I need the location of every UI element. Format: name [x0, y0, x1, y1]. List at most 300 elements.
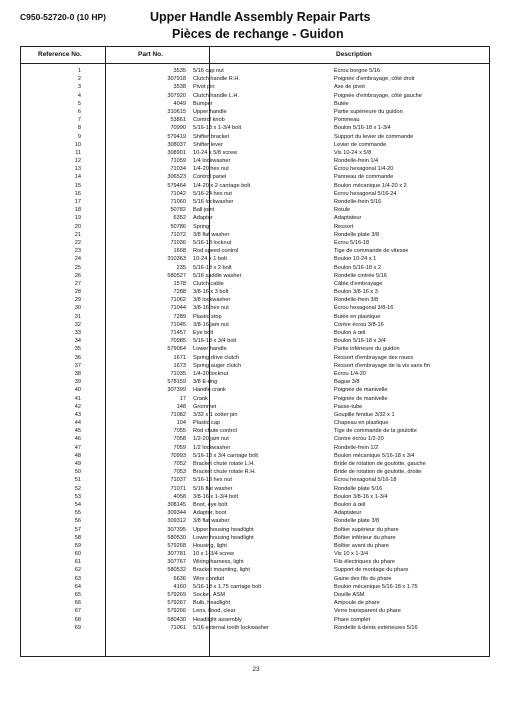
- description-cell: Grommet: [193, 403, 217, 410]
- part-number-cell: 310615: [167, 108, 186, 115]
- table-row: [21, 92, 489, 100]
- table-row: [21, 116, 489, 124]
- table-row: [21, 362, 489, 370]
- part-number-cell: 50782: [170, 207, 186, 214]
- table-row: [21, 386, 489, 394]
- table-row: [21, 419, 489, 427]
- french-description-cell: Rondelle cintrée 5/16: [334, 272, 387, 279]
- table-row: [21, 583, 489, 591]
- french-description-cell: Ressort: [334, 223, 354, 230]
- reference-cell: 63: [74, 575, 81, 582]
- french-description-cell: Boulon 5/16-18 x 3/4: [334, 338, 386, 345]
- parts-table: [20, 46, 490, 657]
- table-row: [21, 370, 489, 378]
- part-number-cell: 50786: [170, 223, 186, 230]
- french-description-cell: Boîtier avant du phare: [334, 542, 390, 549]
- french-description-cell: Adaptateur: [334, 510, 362, 517]
- table-row: [21, 149, 489, 157]
- part-number-cell: 7059: [173, 444, 186, 451]
- table-row: [21, 427, 489, 435]
- reference-cell: 43: [74, 411, 81, 418]
- part-number-cell: 307399: [167, 387, 186, 394]
- table-row: [21, 509, 489, 517]
- french-description-cell: Rondelle-frein 5/16: [334, 199, 382, 205]
- part-number-cell: 1673: [173, 362, 186, 369]
- table-body: [21, 67, 489, 632]
- description-cell: Handle crank: [193, 387, 226, 394]
- description-cell: Plastic stop: [193, 313, 222, 320]
- table-row: [21, 190, 489, 198]
- table-row: [21, 288, 489, 296]
- part-number-cell: 70990: [170, 125, 186, 132]
- french-description-cell: Boulon 3/8-16 x 1-3/4: [334, 493, 388, 500]
- description-cell: Crank: [193, 395, 208, 402]
- table-row: [21, 378, 489, 386]
- reference-cell: 64: [74, 583, 81, 590]
- part-number-cell: 7058: [173, 436, 186, 443]
- french-description-cell: Bride de rotation de goulotte, gauche: [334, 461, 426, 467]
- part-number-cell: 307918: [167, 76, 186, 83]
- reference-cell: 41: [74, 395, 81, 402]
- description-cell: 3/8-16 x 1-3/4 bolt: [193, 493, 239, 500]
- page-title-english: Upper Handle Assembly Repair Parts: [150, 10, 371, 24]
- table-row: [21, 575, 489, 583]
- reference-cell: 20: [74, 223, 81, 230]
- reference-cell: 37: [74, 362, 81, 369]
- description-cell: Eye bolt: [193, 330, 214, 336]
- table-row: [21, 485, 489, 493]
- table-row: [21, 280, 489, 288]
- model-number: C950-52720-0 (10 HP): [20, 12, 106, 22]
- french-description-cell: Boulon 3/8-16 x 3: [334, 289, 378, 296]
- table-row: [21, 198, 489, 206]
- french-description-cell: Boulon 5/16-18 x 2: [334, 264, 381, 271]
- description-cell: 5/16-18 x 1.75 carriage bolt: [193, 583, 262, 590]
- description-cell: 5/16-18 hex nut: [193, 477, 232, 484]
- french-description-cell: Support de montage du phare: [334, 567, 409, 574]
- reference-cell: 26: [74, 272, 81, 279]
- reference-cell: 8: [77, 125, 81, 132]
- french-description-cell: Phare complet: [334, 616, 371, 623]
- table-row: [21, 452, 489, 460]
- table-row: [21, 444, 489, 452]
- reference-cell: 40: [74, 387, 81, 394]
- part-number-cell: 71045: [170, 321, 186, 328]
- description-cell: Bulb, headlight: [193, 600, 231, 607]
- reference-cell: 34: [74, 338, 81, 345]
- description-cell: Bracket mounting, light: [193, 567, 250, 574]
- table-row: [21, 296, 489, 304]
- part-number-cell: 307920: [167, 92, 186, 99]
- french-description-cell: Boulon mécanique 5/16-18 x 1.75: [334, 583, 418, 590]
- french-description-cell: Boulon 10-24 x 1: [334, 256, 377, 263]
- french-description-cell: Boulon à œil: [334, 330, 366, 336]
- part-number-cell: 3535: [173, 68, 186, 74]
- reference-cell: 48: [74, 452, 81, 459]
- description-cell: 5/16 saddle washer: [193, 272, 242, 279]
- french-description-cell: Ressort d'embrayage des roues: [334, 354, 414, 361]
- description-cell: Spring auger clutch: [193, 362, 242, 369]
- reference-cell: 69: [74, 624, 81, 631]
- description-cell: Upper handle: [193, 108, 227, 115]
- description-cell: 3/8 flat washer: [193, 231, 230, 238]
- reference-cell: 15: [74, 182, 81, 189]
- french-description-cell: Écrou hexagonal 1/4-20: [334, 166, 394, 173]
- reference-cell: 68: [74, 616, 81, 623]
- description-cell: 5/16-18 x 2 bolt: [193, 264, 232, 271]
- part-number-cell: 71037: [170, 477, 186, 484]
- reference-cell: 12: [74, 158, 81, 165]
- part-number-cell: 580530: [167, 534, 186, 541]
- table-row: [21, 517, 489, 525]
- reference-cell: 27: [74, 280, 81, 287]
- french-description-cell: Bague 3/8: [334, 379, 360, 386]
- part-number-cell: 7289: [173, 313, 186, 320]
- reference-cell: 33: [74, 330, 81, 336]
- table-row: [21, 624, 489, 632]
- reference-cell: 65: [74, 592, 81, 598]
- part-number-cell: 1668: [173, 248, 186, 255]
- part-number-cell: 579269: [167, 592, 186, 598]
- reference-cell: 16: [74, 190, 81, 197]
- table-row: [21, 83, 489, 91]
- reference-cell: 23: [74, 248, 81, 255]
- table-row: [21, 223, 489, 231]
- reference-cell: 66: [74, 600, 81, 607]
- description-cell: Clutch cable: [193, 280, 224, 287]
- table-row: [21, 460, 489, 468]
- description-cell: Ball joint: [193, 207, 215, 214]
- part-number-cell: 71036: [170, 239, 186, 246]
- french-description-cell: Rondelle-frein 1/4: [334, 158, 379, 165]
- part-number-cell: 310363: [167, 256, 186, 263]
- part-number-cell: 579266: [167, 608, 186, 615]
- description-cell: Shifter lever: [193, 141, 223, 148]
- french-description-cell: Rondelle plate 3/8: [334, 518, 380, 525]
- french-description-cell: Écrou hexagonal 3/8-16: [334, 305, 394, 312]
- reference-cell: 35: [74, 346, 81, 353]
- reference-cell: 54: [74, 501, 81, 508]
- page-title-french: Pièces de rechange - Guidon: [172, 27, 344, 41]
- table-row: [21, 607, 489, 615]
- part-number-cell: 71060: [170, 199, 186, 205]
- part-number-cell: 71035: [170, 370, 186, 377]
- header-description: Description: [336, 51, 372, 58]
- reference-cell: 62: [74, 567, 81, 574]
- french-description-cell: Fils électriques du phare: [334, 559, 395, 566]
- french-description-cell: Boulon mécanique 1/4-20 x 2: [334, 182, 407, 189]
- description-cell: 1/4-20 hex nut: [193, 166, 229, 173]
- reference-cell: 56: [74, 518, 81, 525]
- french-description-cell: Ressort d'embrayage de la vis sans fin: [334, 362, 430, 369]
- description-cell: 3/8-16 x 3 bolt: [193, 289, 229, 296]
- reference-cell: 22: [74, 239, 81, 246]
- description-cell: Control knob: [193, 117, 225, 124]
- french-description-cell: Écrou hexagonal 5/16-24: [334, 190, 397, 197]
- reference-cell: 21: [74, 231, 81, 238]
- reference-cell: 42: [74, 403, 81, 410]
- part-number-cell: 7053: [173, 469, 186, 476]
- french-description-cell: Ampoule de phare: [334, 600, 380, 607]
- description-cell: 5/16 flat washer: [193, 485, 233, 492]
- table-row: [21, 304, 489, 312]
- part-number-cell: 1671: [173, 354, 186, 361]
- description-cell: Rod chute control: [193, 428, 237, 435]
- part-number-cell: 308145: [167, 501, 186, 508]
- reference-cell: 3: [77, 84, 81, 91]
- description-cell: Housing, light: [193, 542, 227, 549]
- french-description-cell: Partie inférieure du guidon: [334, 346, 400, 353]
- french-description-cell: Bride de rotation de goulotte, droite: [334, 469, 422, 476]
- part-number-cell: 71061: [170, 624, 186, 631]
- table-row: [21, 354, 489, 362]
- description-cell: Bracket chute rotate L.H.: [193, 461, 255, 467]
- french-description-cell: Goupille fendue 3/32 x 1: [334, 411, 395, 418]
- french-description-cell: Boulon mécanique 5/16-18 x 3/4: [334, 452, 415, 459]
- part-number-cell: 6352: [173, 215, 186, 222]
- french-description-cell: Écrou 5/16-18: [334, 239, 370, 246]
- reference-cell: 59: [74, 542, 81, 549]
- table-row: [21, 214, 489, 222]
- part-number-cell: 7052: [173, 461, 186, 467]
- description-cell: 5/16-18 x 1-3/4 bolt: [193, 125, 242, 132]
- reference-cell: 38: [74, 370, 81, 377]
- table-row: [21, 133, 489, 141]
- description-cell: Upper housing headlight: [193, 526, 254, 533]
- description-cell: Lower housing headlight: [193, 534, 254, 541]
- french-description-cell: Panneau de commande: [334, 174, 394, 181]
- french-description-cell: Contre écrou 3/8-16: [334, 321, 384, 328]
- part-number-cell: 148: [176, 403, 186, 410]
- french-description-cell: Chapeau en plastique: [334, 420, 389, 427]
- reference-cell: 28: [74, 289, 81, 296]
- french-description-cell: Poignée d'embrayage, côté droit: [334, 76, 415, 83]
- description-cell: 1/4-20 locknut: [193, 370, 229, 377]
- reference-cell: 61: [74, 559, 81, 566]
- reference-cell: 44: [74, 420, 81, 427]
- table-row: [21, 476, 489, 484]
- description-cell: 10 x 1-3/4 screw: [193, 551, 235, 558]
- description-cell: 3/8 lockwasher: [193, 297, 231, 304]
- table-row: [21, 165, 489, 173]
- description-cell: Bumper: [193, 100, 213, 107]
- french-description-cell: Douille ASM: [334, 592, 365, 598]
- french-description-cell: Boulon 5/16-18 x 1-3/4: [334, 125, 391, 132]
- french-description-cell: Tige de commande de la goulotte: [334, 428, 417, 435]
- part-number-cell: 71457: [170, 330, 186, 336]
- french-description-cell: Rondelle plate 3/8: [334, 231, 380, 238]
- part-number-cell: 307395: [167, 526, 186, 533]
- table-row: [21, 321, 489, 329]
- table-row: [21, 337, 489, 345]
- french-description-cell: Axe de pivot: [334, 84, 365, 91]
- table-row: [21, 435, 489, 443]
- description-cell: 3/8-16 jam nut: [193, 321, 229, 328]
- part-number-cell: 70985: [170, 338, 186, 345]
- description-cell: Control panel: [193, 174, 227, 181]
- french-description-cell: Pommeau: [334, 117, 360, 124]
- page-number: 23: [252, 666, 260, 673]
- table-row: [21, 173, 489, 181]
- french-description-cell: Boîtier inférieur du phare: [334, 534, 396, 541]
- description-cell: Rod speed control: [193, 248, 239, 255]
- reference-cell: 52: [74, 485, 81, 492]
- description-cell: Socket, ASM: [193, 592, 226, 598]
- reference-cell: 39: [74, 379, 81, 386]
- part-number-cell: 579419: [167, 133, 186, 140]
- french-description-cell: Boulon à œil: [334, 501, 366, 508]
- part-number-cell: 4160: [173, 583, 186, 590]
- part-number-cell: 578159: [167, 379, 186, 386]
- table-row: [21, 501, 489, 509]
- table-row: [21, 75, 489, 83]
- description-cell: 5/16-24 hex nut: [193, 190, 232, 197]
- description-cell: 5/16-18 x 3/4 carriage bolt: [193, 452, 258, 459]
- part-number-cell: 71059: [170, 158, 186, 165]
- table-header: [21, 47, 489, 64]
- reference-cell: 53: [74, 493, 81, 500]
- table-row: [21, 550, 489, 558]
- part-number-cell: 580532: [167, 567, 186, 574]
- part-number-cell: 71071: [170, 485, 186, 492]
- table-row: [21, 141, 489, 149]
- reference-cell: 49: [74, 461, 81, 467]
- part-number-cell: 71034: [170, 166, 186, 173]
- reference-cell: 58: [74, 534, 81, 541]
- part-number-cell: 309344: [167, 510, 186, 517]
- reference-cell: 4: [77, 92, 81, 99]
- part-number-cell: 309312: [167, 518, 186, 525]
- description-cell: 1/4-20 x 2 carriage bolt: [193, 182, 251, 189]
- part-number-cell: 71042: [170, 190, 186, 197]
- reference-cell: 6: [77, 108, 81, 115]
- table-row: [21, 239, 489, 247]
- header-reference-no: Reference No.: [38, 51, 82, 58]
- description-cell: Shifter bracket: [193, 133, 230, 140]
- reference-cell: 1: [77, 68, 81, 74]
- reference-cell: 14: [74, 174, 81, 181]
- reference-cell: 7: [77, 117, 81, 124]
- table-row: [21, 247, 489, 255]
- description-cell: Boot, eye bolt: [193, 501, 228, 508]
- description-cell: 5/16 cap nut: [193, 68, 224, 74]
- part-number-cell: 7055: [173, 428, 186, 435]
- table-row: [21, 591, 489, 599]
- french-description-cell: Contre écrou 1/2-20: [334, 436, 384, 443]
- reference-cell: 17: [74, 199, 81, 205]
- part-number-cell: 580527: [167, 272, 186, 279]
- part-number-cell: 4058: [173, 493, 186, 500]
- description-cell: 3/8 flat washer: [193, 518, 230, 525]
- part-number-cell: 307781: [167, 551, 186, 558]
- table-row: [21, 313, 489, 321]
- french-description-cell: Rondelle plate 5/16: [334, 485, 383, 492]
- table-row: [21, 558, 489, 566]
- part-number-cell: 307767: [167, 559, 186, 566]
- table-row: [21, 206, 489, 214]
- french-description-cell: Tige de commande de vitesse: [334, 248, 409, 255]
- reference-cell: 55: [74, 510, 81, 517]
- part-number-cell: 6636: [173, 575, 186, 582]
- french-description-cell: Partie supérieure du guidon: [334, 108, 403, 115]
- french-description-cell: Adaptateur: [334, 215, 362, 222]
- reference-cell: 57: [74, 526, 81, 533]
- table-row: [21, 526, 489, 534]
- french-description-cell: Rondelle-frein 3/8: [334, 297, 379, 304]
- part-number-cell: 70993: [170, 452, 186, 459]
- part-number-cell: 104: [176, 420, 186, 427]
- table-row: [21, 157, 489, 165]
- description-cell: Clutch handle R.H.: [193, 76, 240, 83]
- description-cell: Pivot pin: [193, 84, 215, 91]
- table-row: [21, 534, 489, 542]
- reference-cell: 36: [74, 354, 81, 361]
- reference-cell: 5: [77, 100, 81, 107]
- french-description-cell: Câble d'embrayage: [334, 280, 383, 287]
- part-number-cell: 71062: [170, 297, 186, 304]
- french-description-cell: Rondelle à dents extérieures 5/16: [334, 624, 418, 631]
- reference-cell: 46: [74, 436, 81, 443]
- description-cell: 1/2-20 jam nut: [193, 436, 229, 443]
- reference-cell: 51: [74, 477, 81, 484]
- description-cell: Clutch handle L.H.: [193, 92, 240, 99]
- part-number-cell: 579267: [167, 600, 186, 607]
- part-number-cell: 4049: [173, 100, 186, 107]
- french-description-cell: Butée en plastique: [334, 313, 381, 320]
- french-description-cell: Poignée de manivelle: [334, 395, 388, 402]
- french-description-cell: Vis 10-24 x 5/8: [334, 149, 372, 156]
- part-number-cell: 306523: [167, 174, 186, 181]
- table-row: [21, 67, 489, 75]
- description-cell: Adaptor: [193, 215, 213, 222]
- french-description-cell: Gaine des fils du phare: [334, 575, 392, 582]
- table-row: [21, 108, 489, 116]
- reference-cell: 24: [74, 256, 81, 263]
- reference-cell: 13: [74, 166, 81, 173]
- part-number-cell: 17: [179, 395, 186, 402]
- description-cell: 1/2 lockwasher: [193, 444, 231, 451]
- description-cell: Lower handle: [193, 346, 227, 353]
- description-cell: 3/8-16 hex nut: [193, 305, 229, 312]
- table-row: [21, 231, 489, 239]
- part-number-cell: 579268: [167, 542, 186, 549]
- description-cell: 10-24 x 1 bolt: [193, 256, 227, 263]
- reference-cell: 31: [74, 313, 81, 320]
- table-row: [21, 329, 489, 337]
- french-description-cell: Poignée d'embrayage, côté gauche: [334, 92, 422, 99]
- description-cell: 3/8 E-ring: [193, 379, 218, 386]
- part-number-cell: 1578: [173, 280, 186, 287]
- reference-cell: 19: [74, 215, 81, 222]
- description-cell: 5/16 lockwasher: [193, 199, 234, 205]
- reference-cell: 32: [74, 321, 81, 328]
- part-number-cell: 53861: [170, 117, 186, 124]
- reference-cell: 18: [74, 207, 81, 214]
- table-row: [21, 272, 489, 280]
- description-cell: 5/16-18 locknut: [193, 239, 232, 246]
- table-row: [21, 566, 489, 574]
- reference-cell: 2: [77, 76, 81, 83]
- french-description-cell: Écrou hexagonal 5/16-18: [334, 477, 397, 484]
- part-number-cell: 235: [176, 264, 186, 271]
- part-number-cell: 579464: [167, 182, 186, 189]
- header-part-no: Part No.: [138, 51, 163, 58]
- description-cell: Adaptor, boot: [193, 510, 227, 517]
- french-description-cell: Boîtier supérieur du phare: [334, 526, 399, 533]
- part-number-cell: 308901: [167, 149, 186, 156]
- description-cell: Spring drive clutch: [193, 354, 240, 361]
- part-number-cell: 7288: [173, 289, 186, 296]
